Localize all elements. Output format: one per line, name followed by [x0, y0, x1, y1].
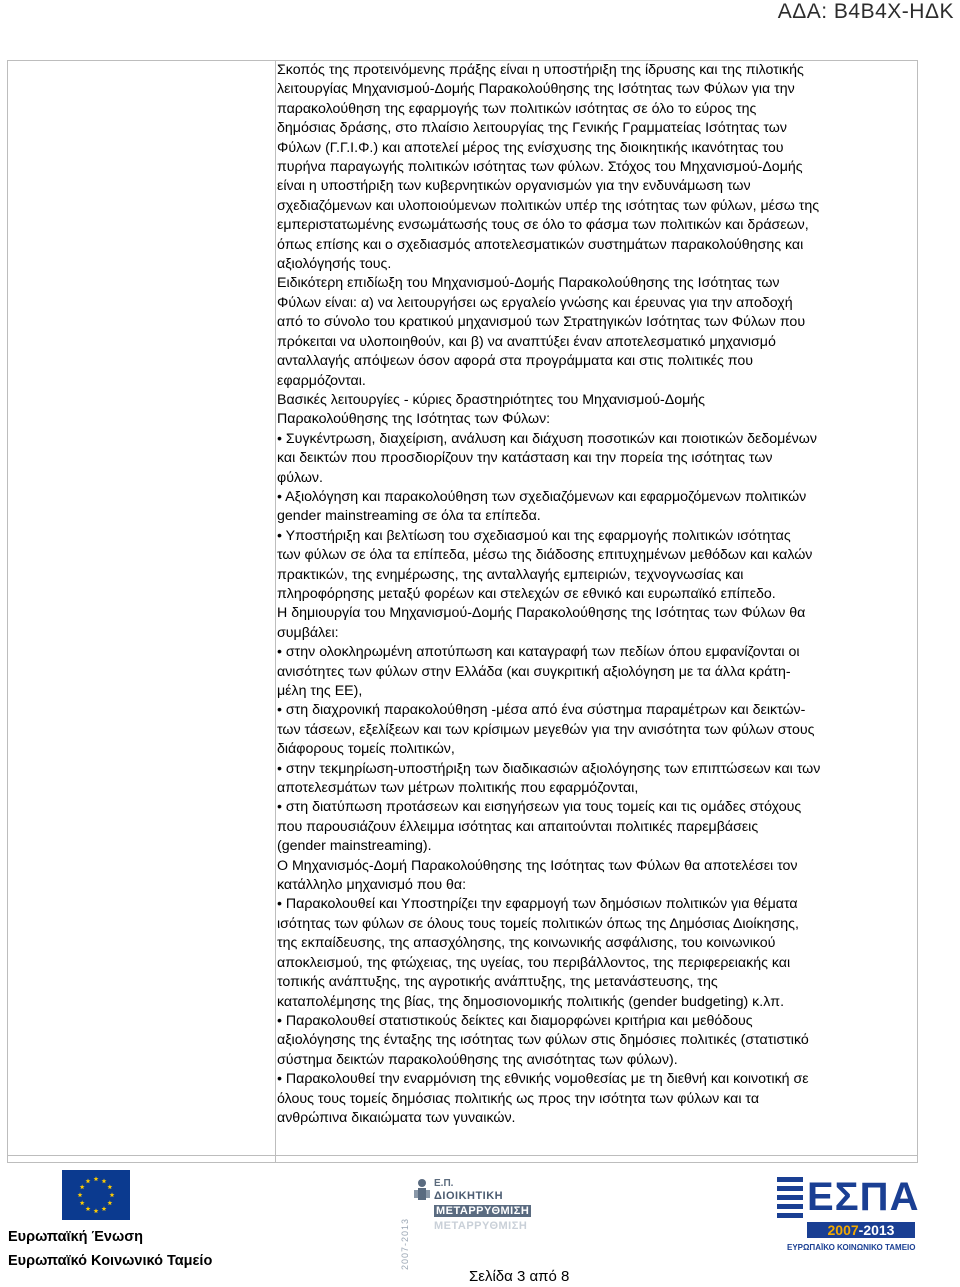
text-line: τοπικής ανάπτυξης, της αγροτικής ανάπτυξης, της μετανάστευσης, της	[277, 974, 718, 991]
page-number: Σελίδα 3 από 8	[469, 1268, 570, 1285]
text-line: διάφορους τομείς πολιτικών,	[277, 741, 455, 758]
admin-logo-line1: ΔΙΟΙΚΗΤΙΚΗ	[434, 1190, 504, 1202]
text-line: πρακτικών, της ενημέρωσης, της ανταλλαγής εμπειριών, τεχνογνωσίας και	[277, 566, 744, 583]
text-line: όπως επίσης και ο σχεδιασμός αποτελεσματικών συστημάτων παρακολούθησης και	[277, 236, 804, 253]
text-line: και δεικτών που προσδιορίζουν την κατάσταση και την πορεία της ισότητας των	[277, 450, 773, 467]
text-line: σχεδιαζόμενων και υλοποιούμενων πολιτικών υπέρ της ισότητας των φύλων, μέσω της	[277, 197, 820, 214]
admin-logo-line3: ΜΕΤΑΡΡΥΘΜΙΣΗ	[434, 1220, 528, 1232]
text-line: των φύλων σε όλα τα επίπεδα, μέσω της διάδοσης επιτυχημένων μεθόδων και καλών	[277, 547, 813, 564]
text-line: (gender mainstreaming).	[277, 838, 432, 855]
text-line: πρόκειται να υλοποιηθούν, και β) να αναπτύξει έναν αποτελεσματικό μηχανισμό	[277, 333, 776, 350]
table-bottom-row	[8, 1155, 917, 1156]
empty-left-column	[8, 61, 276, 1162]
espa-years-band	[807, 1222, 915, 1238]
text-line: • Παρακολουθεί την εναρμόνιση της εθνικής νομοθεσίας με τη διεθνή και κοινοτική σε	[277, 1071, 809, 1088]
text-line: εμπεριστατωμένης ενσωμάτωσής τους σε όλο το φάσμα των πολιτικών και δράσεων,	[277, 217, 809, 234]
greek-flag-icon	[777, 1177, 803, 1221]
eu-caption	[8, 1225, 212, 1273]
text-line: Φύλων είναι: α) να λειτουργήσει ως εργαλείο γνώσης και έρευνας για την αποδοχή	[277, 294, 793, 311]
text-line: είναι η υποστήριξη των κυβερνητικών οργανισμών για την ενδυνάμωση των	[277, 178, 751, 195]
person-figure-icon	[412, 1178, 432, 1210]
text-line: της εκπαίδευσης, της απασχόλησης, της κοινωνικής ασφάλισης, του κοινωνικού	[277, 935, 776, 952]
text-line: όλους τους τομείς δημόσιας πολιτικής ως προς την ισότητα των φύλων και τα	[277, 1090, 760, 1107]
text-line: • Αξιολόγηση και παρακολούθηση των σχεδιαζόμενων και εφαρμοζόμενων πολιτικών	[277, 488, 807, 505]
text-line: λειτουργίας Μηχανισμού-Δομής Παρακολούθησης της Ισότητας των Φύλων για την	[277, 81, 795, 98]
text-line: κατάλληλο μηχανισμό που θα:	[277, 877, 467, 894]
text-line: αξιολόγησής τους.	[277, 256, 392, 273]
text-line: • Παρακολουθεί στατιστικούς δείκτες και διαμορφώνει κριτήρια και μεθόδους	[277, 1012, 753, 1029]
espa-year-separator: -	[858, 1222, 864, 1238]
text-line: • στη διατύπωση προτάσεων και εισηγήσεων για τους τομείς και τις ομάδες στόχους	[277, 799, 802, 816]
text-line: από το σύνολο του κρατικού μηχανισμού των Στρατηγικών Ισότητας των Φύλων που	[277, 314, 806, 331]
text-line: Ο Μηχανισμός-Δομή Παρακολούθησης της Ισότητας των Φύλων θα αποτελέσει τον	[277, 857, 798, 874]
text-line: σύστημα δεικτών παρακολούθησης της ανισότητας των φύλων).	[277, 1051, 678, 1068]
text-line: Σκοπός της προτεινόμενης πράξης είναι η υποστήριξη της ίδρυσης και της πιλοτικής	[277, 62, 804, 78]
espa-subtitle: ΕΥΡΩΠΑΪΚΟ ΚΟΙΝΩΝΙΚΟ ΤΑΜΕΙΟ	[787, 1243, 916, 1252]
eu-flag-logo	[62, 1170, 130, 1220]
eu-caption-line1: Ευρωπαϊκή Ένωση	[8, 1229, 143, 1245]
text-line: που παρουσιάζουν έλλειμμα ισότητας και απαιτούνται πολιτικές παρεμβάσεις	[277, 818, 759, 835]
text-line: ανταλλαγής απόψεων όσον αφορά στα προγράμματα και στις πολιτικές που	[277, 353, 754, 370]
text-line: δημόσιας δράσης, στο πλαίσιο λειτουργίας της Γενικής Γραμματείας Ισότητας των	[277, 120, 787, 137]
text-line: αποτελεσμάτων των μέτρων πολιτικής που εφαρμόζονται,	[277, 780, 639, 797]
text-line: αξιολόγησης της ένταξης της ισότητας των φύλων στις δημόσιες πολιτικές (στατιστικό	[277, 1032, 809, 1049]
text-line: ανθρώπινα δικαιώματα των γυναικών.	[277, 1109, 516, 1126]
text-line: των τάσεων, εξελίξεων και των κρίσιμων μεγεθών για την ανισότητα των φύλων στους	[277, 721, 815, 738]
text-line: gender mainstreaming σε όλα τα επίπεδα.	[277, 508, 541, 525]
text-line: πυρήνα παραγωγής πολιτικών ισότητας των φύλων. Στόχος του Μηχανισμού-Δομής	[277, 159, 803, 176]
text-line: Ειδικότερη επιδίωξη του Μηχανισμού-Δομής Παρακολούθησης της Ισότητας των	[277, 275, 780, 292]
text-line: • στην τεκμηρίωση-υποστήριξη των διαδικασιών αξιολόγησης των επιπτώσεων και των	[277, 760, 821, 777]
text-line: μέλη της ΕΕ),	[277, 683, 363, 699]
text-line: • στην ολοκληρωμένη αποτύπωση και καταγραφή των πεδίων όπου εμφανίζονται οι	[277, 644, 800, 661]
text-line: ισότητας των φύλων σε όλους τους τομείς πολιτικών όπως της Δημόσιας Διοίκησης,	[277, 915, 799, 932]
text-line: πληροφόρησης μεταξύ φορέων και στελεχών σε εθνικό και ευρωπαϊκό επίπεδο.	[277, 585, 776, 602]
text-line: συμβάλει:	[277, 624, 339, 641]
text-line: καταπολέμησης της βίας, της δημοσιονομικής πολιτικής (gender budgeting) κ.λπ.	[277, 993, 785, 1010]
text-line: • Συγκέντρωση, διαχείριση, ανάλυση και διάχυση ποσοτικών και ποιοτικών δεδομένων	[277, 430, 817, 447]
text-line: εφαρμόζονται.	[277, 372, 366, 389]
body-text	[277, 61, 917, 1128]
text-line: ανισότητες των φύλων στην Ελλάδα (και συγκριτική αξιολόγηση με τα άλλα κράτη-	[277, 663, 791, 680]
administrative-reform-logo	[398, 1178, 528, 1273]
text-line: • στη διαχρονική παρακολούθηση -μέσα από ένα σύστημα παραμέτρων και δεικτών-	[277, 702, 806, 719]
admin-logo-ep: Ε.Π.	[434, 1178, 454, 1189]
eu-stars-icon	[62, 1170, 130, 1220]
admin-logo-years: 2007-2013	[400, 1217, 410, 1270]
eu-caption-line2: Ευρωπαϊκό Κοινωνικό Ταμείο	[8, 1253, 213, 1269]
document-code: ΑΔΑ: Β4Β4Χ-ΗΔΚ	[777, 0, 954, 23]
text-line: Βασικές λειτουργίες - κύριες δραστηριότητες του Μηχανισμού-Δομής	[277, 391, 705, 408]
text-line: Παρακολούθησης της Ισότητας των Φύλων:	[277, 411, 551, 428]
text-line: • Παρακολουθεί και Υποστηρίζει την εφαρμογή των δημόσιων πολιτικών για θέματα	[277, 896, 798, 913]
text-line: • Υποστήριξη και βελτίωση του σχεδιασμού και της εφαρμογής πολιτικών ισότητας	[277, 527, 791, 544]
espa-year-end: 2013	[863, 1222, 895, 1238]
text-line: παρακολούθηση της εφαρμογής των πολιτικών ισότητας σε όλο το εύρος της	[277, 100, 757, 117]
text-line: Η δημιουργία του Μηχανισμού-Δομής Παρακολούθησης της Ισότητας των Φύλων θα	[277, 605, 806, 622]
admin-logo-line2: ΜΕΤΑΡΡΥΘΜΙΣΗ	[436, 1205, 530, 1217]
text-line: φύλων.	[277, 469, 323, 486]
espa-logo	[777, 1175, 920, 1263]
espa-year-start: 2007	[827, 1222, 859, 1238]
text-line: Φύλων (Γ.Γ.Ι.Φ.) και αποτελεί μέρος της ενίσχυσης της διοικητικής ικανότητας του	[277, 139, 784, 156]
espa-wordmark: ΕΣΠΑ	[807, 1175, 920, 1219]
text-line: αποκλεισμού, της φτώχειας, της υγείας, του περιβάλλοντος, της περιφερειακής και	[277, 954, 791, 971]
